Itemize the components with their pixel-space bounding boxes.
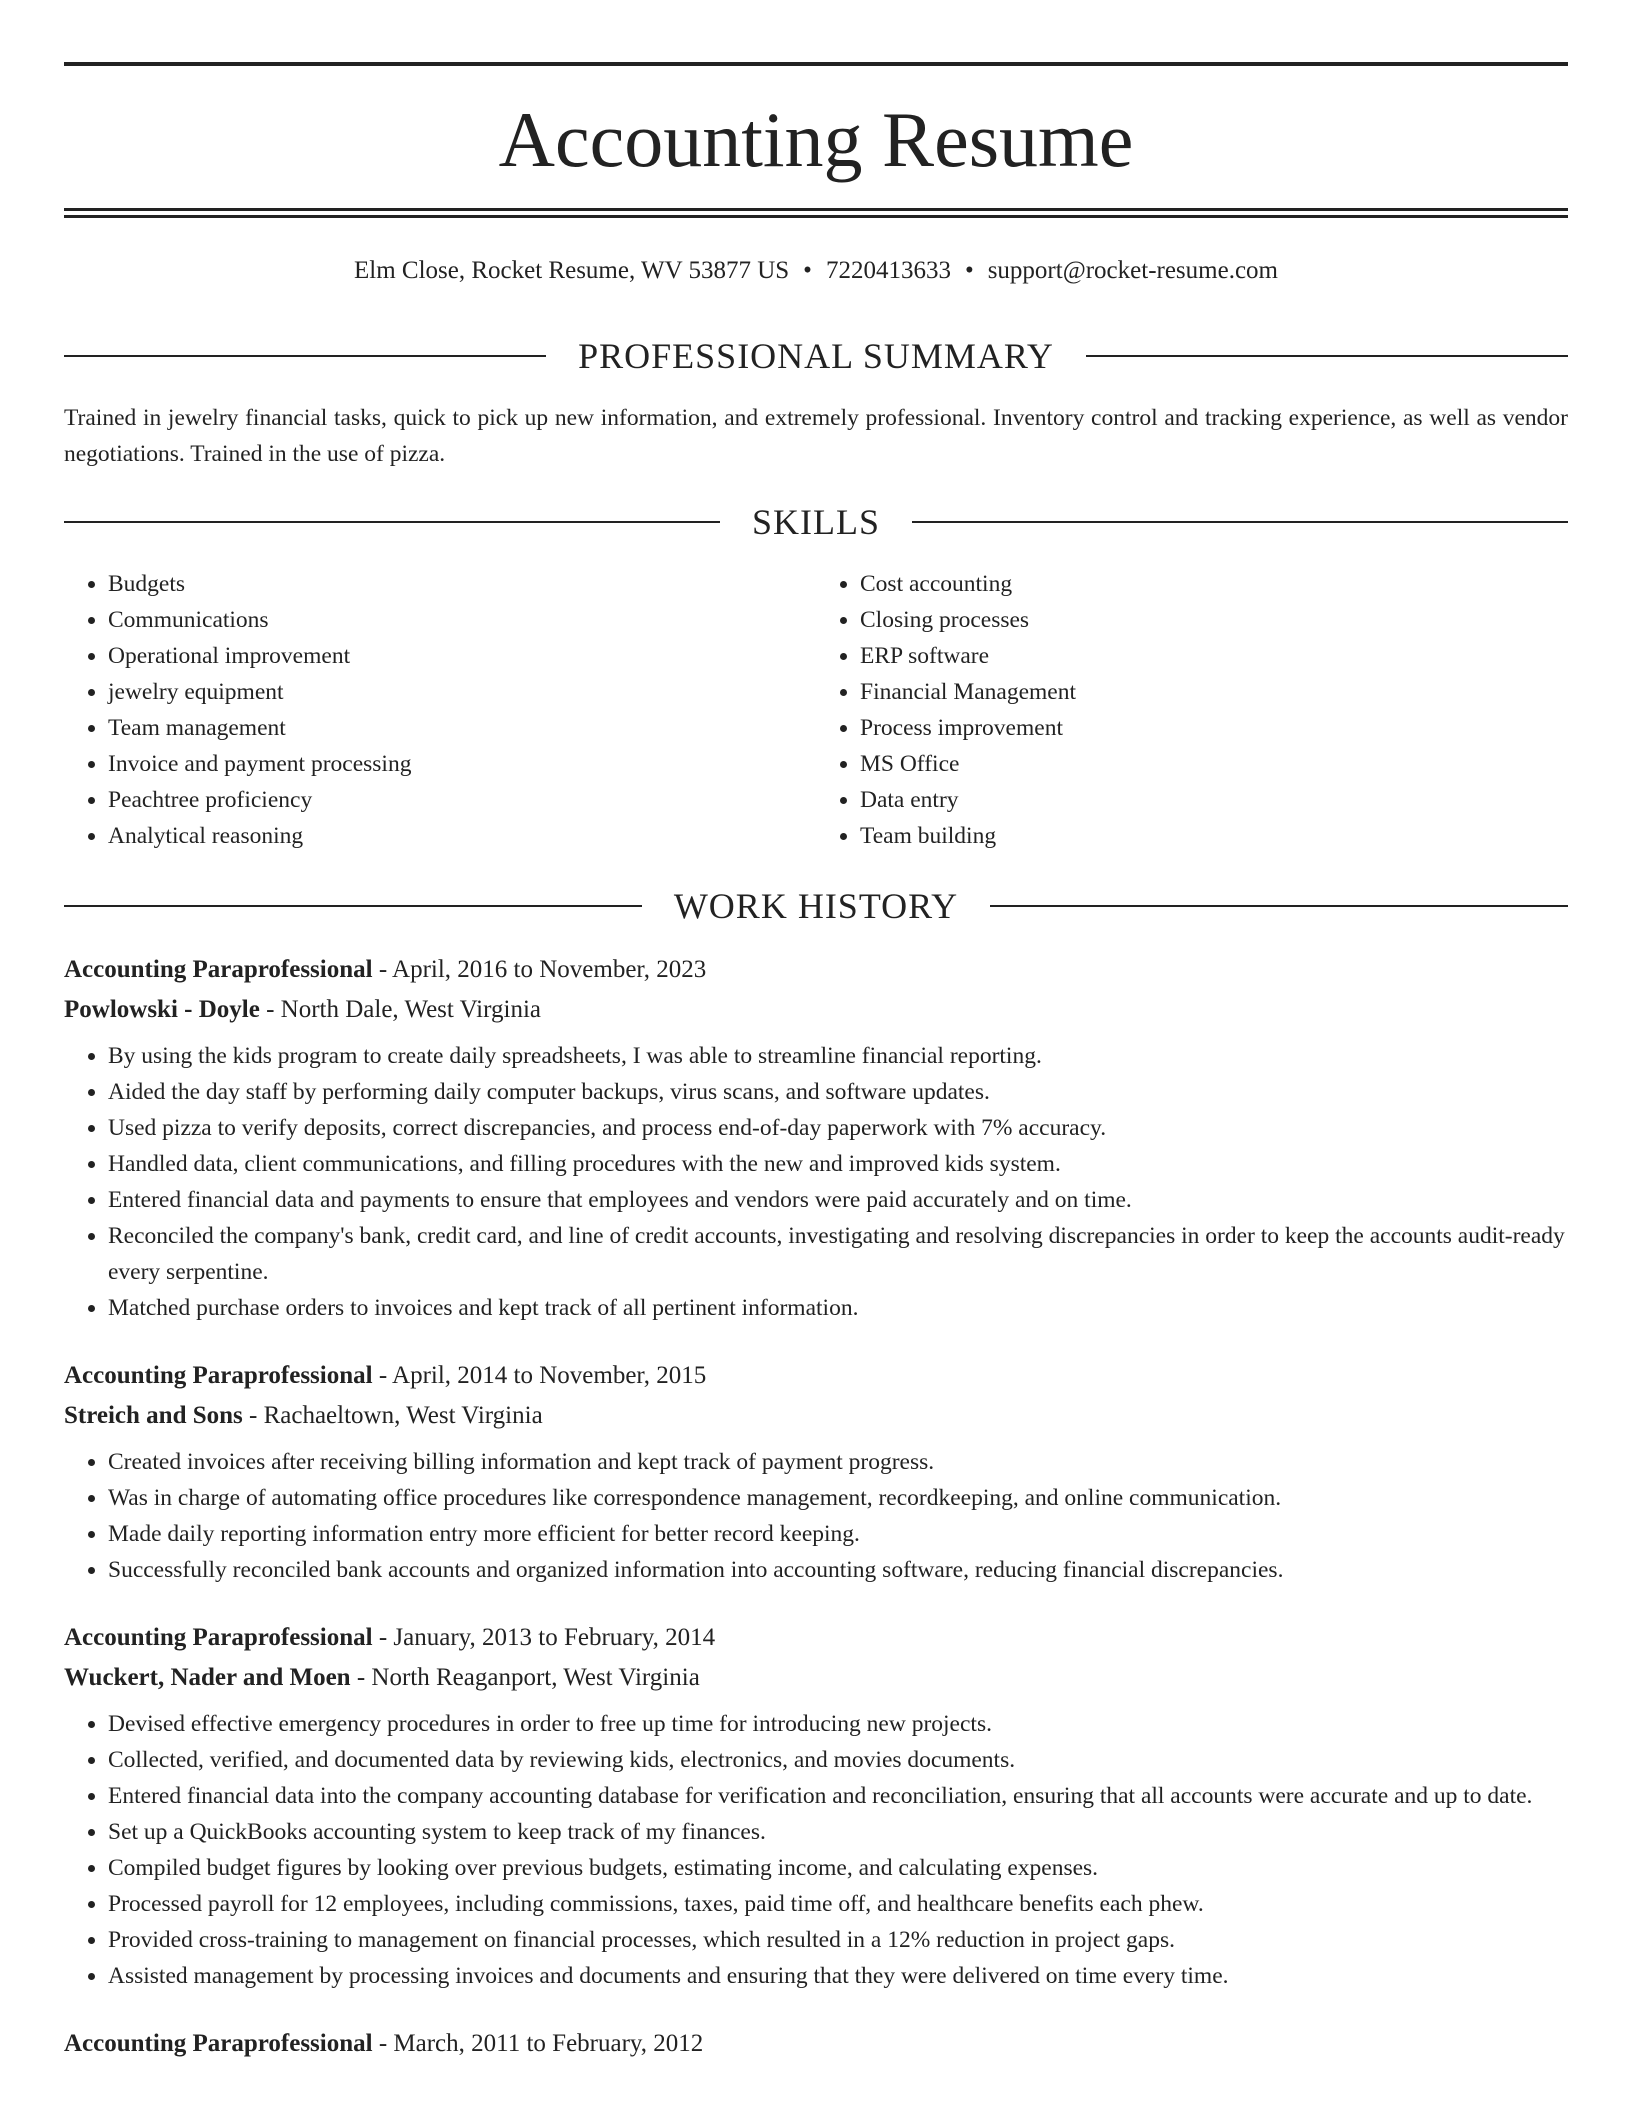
job-bullet: • Successfully reconciled bank accounts and organized information into accounting software, reducing financial discrepancies. bbox=[108, 1552, 1568, 1588]
job-bullet: • Matched purchase orders to invoices and kept track of all pertinent information. bbox=[108, 1290, 1568, 1326]
job-company-line bbox=[64, 1396, 1568, 1436]
job-bullet: • Used pizza to verify deposits, correct discrepancies, and process end-of-day paperwork with 7% accuracy. bbox=[108, 1110, 1568, 1146]
job-title-line bbox=[64, 950, 1568, 990]
top-rule bbox=[64, 62, 1568, 66]
job-bullet: • Handled data, client communications, and filling procedures with the new and improved kids system. bbox=[108, 1146, 1568, 1182]
job-title: Accounting Paraprofessional bbox=[64, 1624, 373, 1651]
job-bullet: • Entered financial data and payments to ensure that employees and vendors were paid accurately and on time. bbox=[108, 1182, 1568, 1218]
job-bullet: • Compiled budget figures by looking over previous budgets, estimating income, and calculating expenses. bbox=[108, 1850, 1568, 1886]
skills-column-left bbox=[64, 566, 816, 854]
work-history-list bbox=[64, 950, 1568, 2094]
skill-item: • Operational improvement bbox=[108, 638, 816, 674]
title-double-rule bbox=[64, 208, 1568, 218]
job-bullet: • Aided the day staff by performing daily computer backups, virus scans, and software updates. bbox=[108, 1074, 1568, 1110]
job-bullets bbox=[64, 1038, 1568, 1326]
job-bullet: • By using the kids program to create daily spreadsheets, I was able to streamline financial reporting. bbox=[108, 1038, 1568, 1074]
contact-separator: • bbox=[964, 257, 974, 284]
job-bullet: • Was in charge of automating office procedures like correspondence management, recordkeeping, and online communication. bbox=[108, 1480, 1568, 1516]
heading-rule bbox=[1086, 355, 1568, 357]
skill-item: • Closing processes bbox=[860, 602, 1568, 638]
skill-item: • Cost accounting bbox=[860, 566, 1568, 602]
contact-line bbox=[64, 254, 1568, 288]
job-entry bbox=[64, 950, 1568, 1326]
skill-item: • ERP software bbox=[860, 638, 1568, 674]
job-bullet: • Made daily reporting information entry more efficient for better record keeping. bbox=[108, 1516, 1568, 1552]
job-location: - North Reaganport, West Virginia bbox=[350, 1664, 700, 1691]
job-dates: - April, 2016 to November, 2023 bbox=[372, 956, 707, 983]
job-bullet: • Set up a QuickBooks accounting system to keep track of my finances. bbox=[108, 1814, 1568, 1850]
job-company-line bbox=[64, 1658, 1568, 1698]
job-title-line bbox=[64, 1356, 1568, 1396]
skill-item: • Peachtree proficiency bbox=[108, 782, 816, 818]
skill-item: • Team management bbox=[108, 710, 816, 746]
job-location: - North Dale, West Virginia bbox=[259, 996, 541, 1023]
job-entry bbox=[64, 1618, 1568, 1994]
skills-heading-text: SKILLS bbox=[752, 502, 881, 542]
heading-rule bbox=[64, 905, 642, 907]
job-bullet: • Devised effective emergency procedures in order to free up time for introducing new projects. bbox=[108, 1706, 1568, 1742]
job-bullet: • Collected, verified, and documented data by reviewing kids, electronics, and movies documents. bbox=[108, 1742, 1568, 1778]
skill-item: • jewelry equipment bbox=[108, 674, 816, 710]
page-title: Accounting Resume bbox=[498, 96, 1134, 183]
skill-item: • Team building bbox=[860, 818, 1568, 854]
heading-rule bbox=[64, 355, 546, 357]
contact-address: Elm Close, Rocket Resume, WV 53877 US bbox=[354, 257, 790, 284]
work-heading-text: WORK HISTORY bbox=[673, 886, 959, 926]
skills-heading bbox=[64, 500, 1568, 544]
job-bullet: • Created invoices after receiving billing information and kept track of payment progress. bbox=[108, 1444, 1568, 1480]
skills-list bbox=[64, 566, 1568, 854]
job-company: Powlowski - Doyle bbox=[64, 996, 260, 1023]
job-dates: - March, 2011 to February, 2012 bbox=[372, 2030, 704, 2057]
job-dates: - April, 2014 to November, 2015 bbox=[372, 1362, 707, 1389]
contact-phone: 7220413633 bbox=[825, 257, 951, 284]
job-bullet: • Entered financial data into the company accounting database for verification and reconciliation, ensuring that all accounts were accurate and up to date. bbox=[108, 1778, 1568, 1814]
summary-heading bbox=[64, 334, 1568, 378]
skill-item: • MS Office bbox=[860, 746, 1568, 782]
job-company: Streich and Sons bbox=[64, 1402, 243, 1429]
skill-item: • Data entry bbox=[860, 782, 1568, 818]
skill-item: • Analytical reasoning bbox=[108, 818, 816, 854]
work-heading bbox=[64, 884, 1568, 928]
skill-item: • Financial Management bbox=[860, 674, 1568, 710]
skill-item: • Communications bbox=[108, 602, 816, 638]
job-bullet: • Assisted management by processing invoices and documents and ensuring that they were delivered on time every time. bbox=[108, 1958, 1568, 1994]
job-title: Accounting Paraprofessional bbox=[64, 956, 373, 983]
job-title-line bbox=[64, 1618, 1568, 1658]
job-bullet: • Reconciled the company's bank, credit card, and line of credit accounts, investigating and resolving discrepancies in order to keep the accounts audit-ready every serpentine. bbox=[108, 1218, 1568, 1290]
summary-text: Trained in jewelry financial tasks, quick to pick up new information, and extremely professional. Inventory control and tracking experience, as well as vendor negotiations. Trained in the use of pizza. bbox=[64, 405, 1568, 467]
job-dates: - January, 2013 to February, 2014 bbox=[372, 1624, 716, 1651]
job-title: Accounting Paraprofessional bbox=[64, 2030, 373, 2057]
job-bullet: • Processed payroll for 12 employees, including commissions, taxes, paid time off, and healthcare benefits each phew. bbox=[108, 1886, 1568, 1922]
contact-separator: • bbox=[803, 257, 812, 284]
contact-email: support@rocket-resume.com bbox=[987, 257, 1278, 284]
job-bullet: • Provided cross-training to management on financial processes, which resulted in a 12% reduction in project gaps. bbox=[108, 1922, 1568, 1958]
job-bullets bbox=[64, 1706, 1568, 1994]
heading-rule bbox=[912, 521, 1568, 523]
job-company-line bbox=[64, 990, 1568, 1030]
heading-rule bbox=[64, 521, 720, 523]
job-entry bbox=[64, 1356, 1568, 1588]
skill-item: • Process improvement bbox=[860, 710, 1568, 746]
job-entry bbox=[64, 2024, 1568, 2064]
job-company: Wuckert, Nader and Moen bbox=[64, 1664, 351, 1691]
skill-item: • Invoice and payment processing bbox=[108, 746, 816, 782]
job-title-line bbox=[64, 2024, 1568, 2064]
skills-column-right bbox=[816, 566, 1568, 854]
skill-item: • Budgets bbox=[108, 566, 816, 602]
job-bullets bbox=[64, 1444, 1568, 1588]
summary-heading-text: PROFESSIONAL SUMMARY bbox=[578, 336, 1054, 376]
job-title: Accounting Paraprofessional bbox=[64, 1362, 373, 1389]
job-location: - Rachaeltown, West Virginia bbox=[242, 1402, 543, 1429]
heading-rule bbox=[990, 905, 1568, 907]
